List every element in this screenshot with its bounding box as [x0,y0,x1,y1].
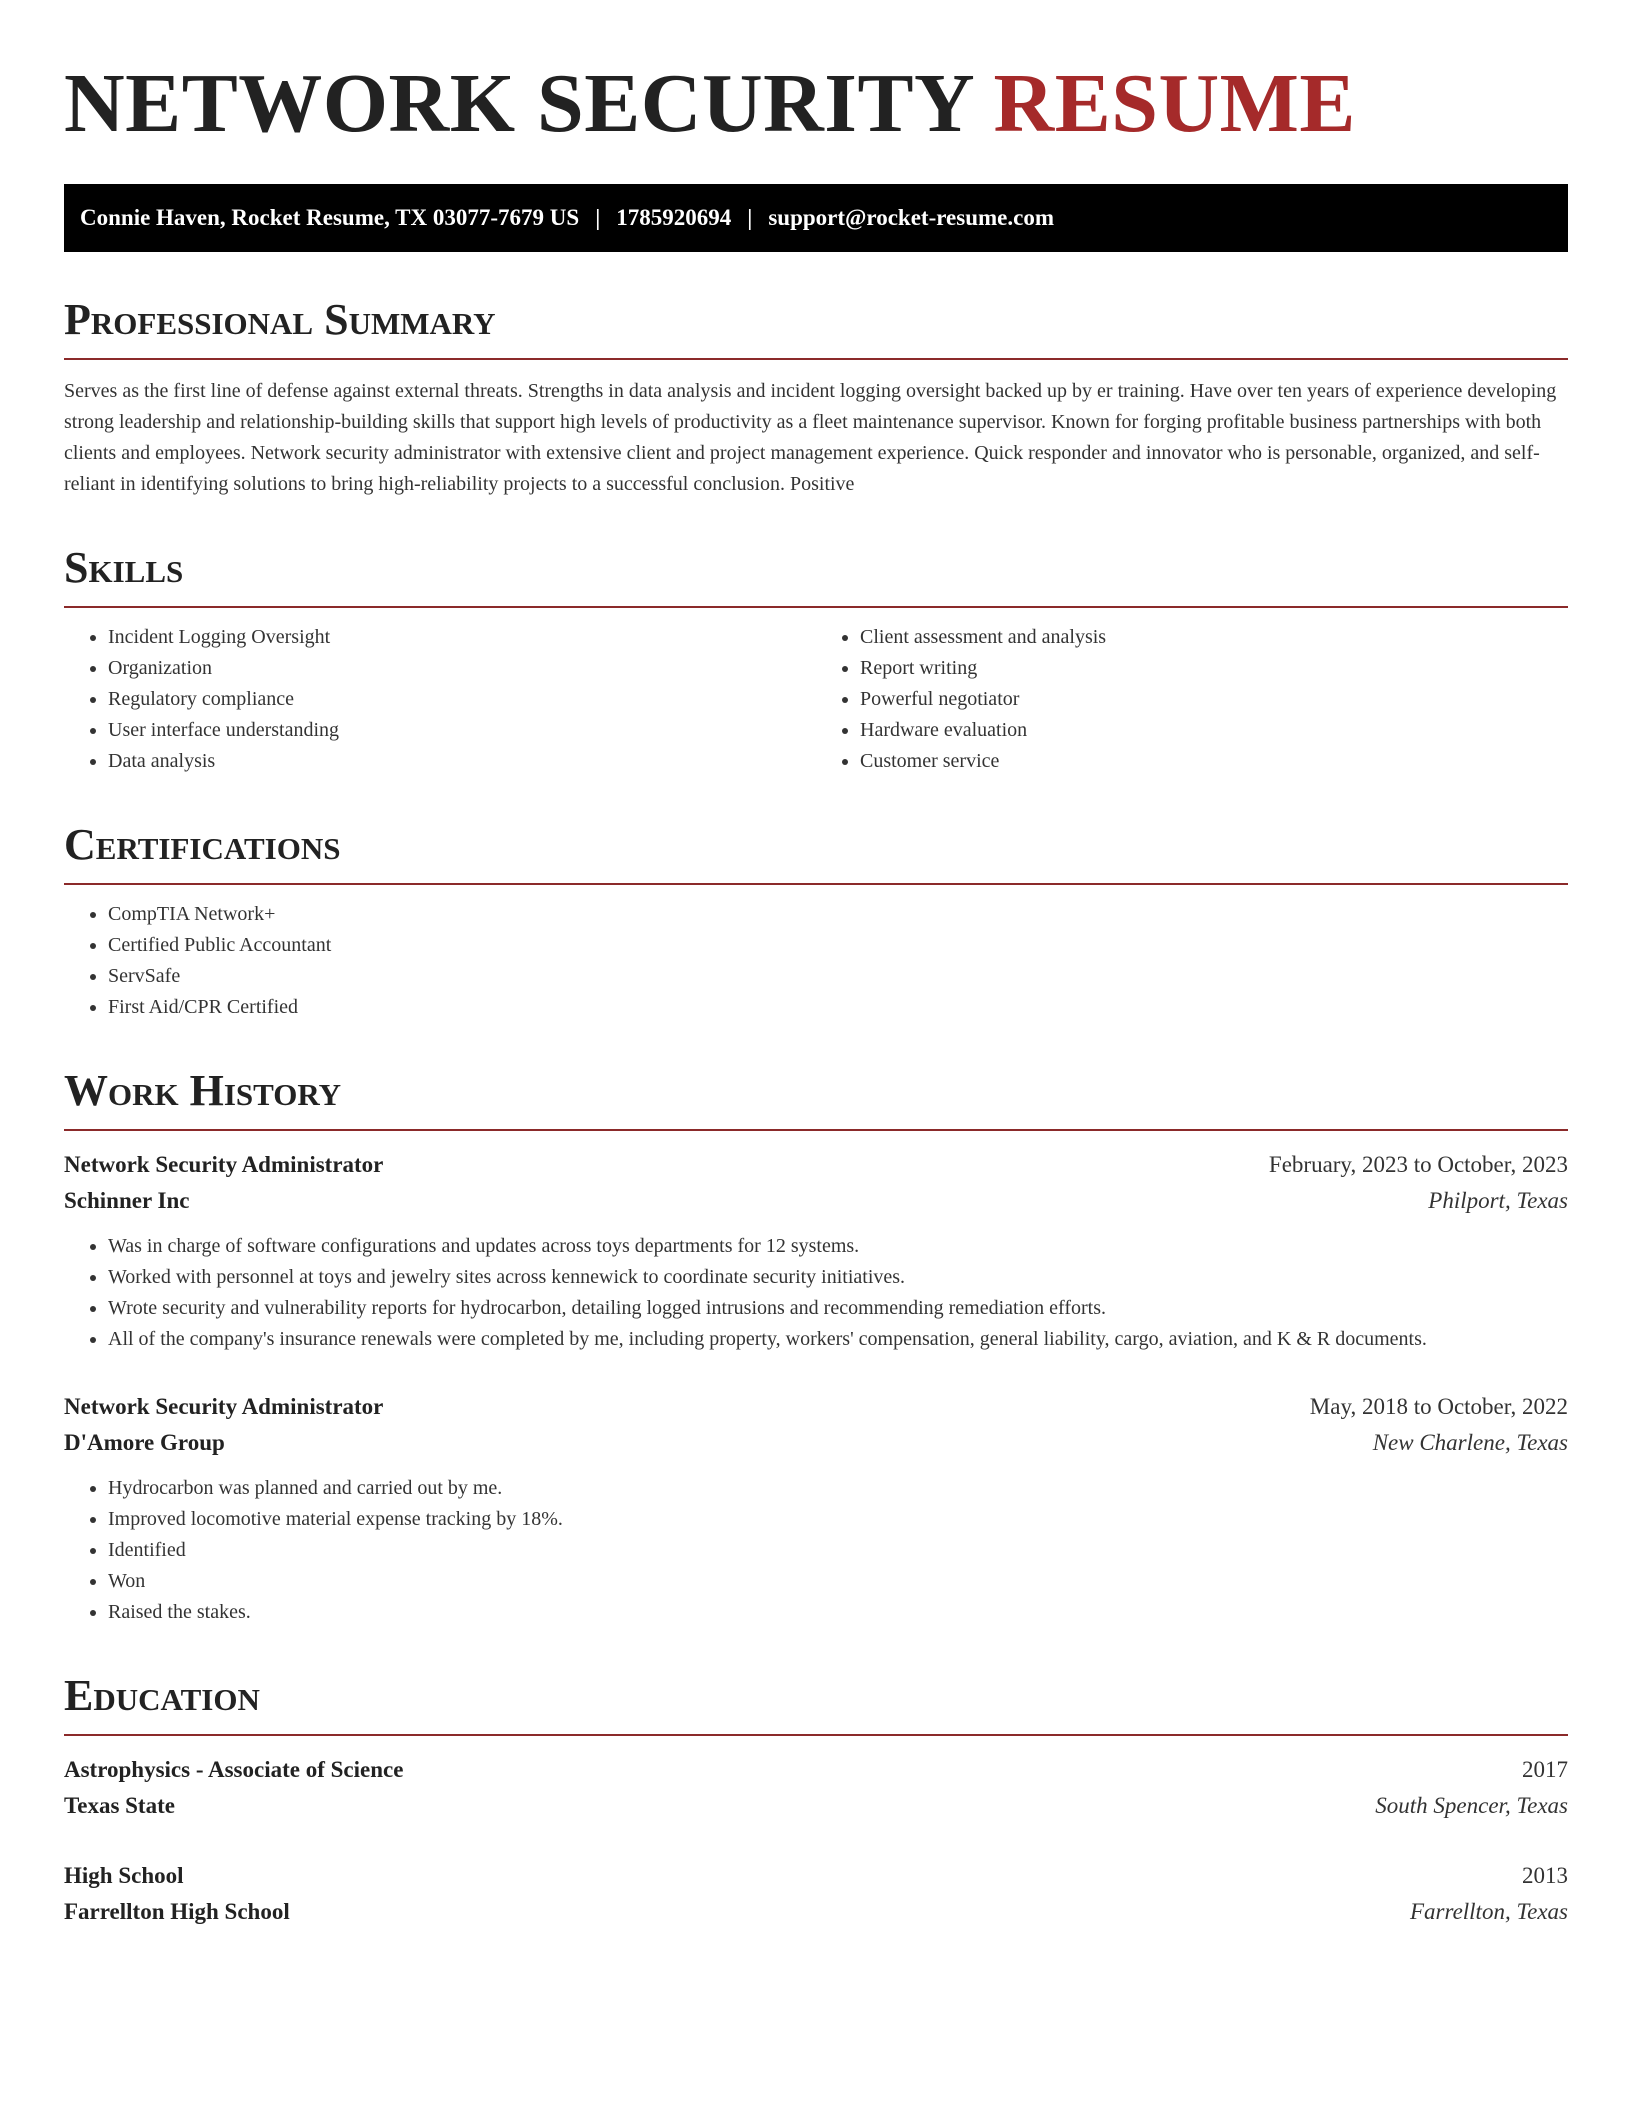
education-entry [64,1752,1568,1824]
job-bullet: • Won [108,1566,1568,1597]
skill-item: • Incident Logging Oversight [108,622,816,653]
work-history-section [64,1067,1568,1628]
certification-item: • ServSafe [108,961,1568,992]
job-company: Schinner Inc [64,1188,190,1213]
job-dates: February, 2023 to October, 2023 [1268,1152,1568,1177]
contact-address: Connie Haven, Rocket Resume, TX 03077-7679 US [80,205,580,230]
section-heading: Skills [64,544,1568,608]
skills-section [64,544,1568,777]
certifications-section [64,821,1568,1023]
summary-section [64,296,1568,500]
title-main: NETWORK SECURITY [64,57,973,150]
education-degree: Astrophysics - Associate of Science [64,1757,404,1782]
section-heading: Work History [64,1067,1568,1131]
job-entry [64,1389,1568,1628]
contact-phone: 1785920694 [616,205,732,230]
job-title: Network Security Administrator [64,1394,384,1419]
education-year: 2013 [1522,1863,1568,1888]
job-bullet: • Identified [108,1535,1568,1566]
education-location: Farrellton, Texas [1409,1899,1568,1924]
skill-item: • Hardware evaluation [860,715,1568,746]
education-school-row [64,1788,1568,1824]
job-bullet: • All of the company's insurance renewals were completed by me, including property, workers' compensation, general liability, cargo, aviation, and K & R documents. [108,1324,1568,1355]
job-location: Philport, Texas [1428,1188,1568,1213]
skill-item: • Data analysis [108,746,816,777]
skills-list-right [816,622,1568,777]
certification-item: • CompTIA Network+ [108,899,1568,930]
title-accent: RESUME [993,57,1356,150]
job-bullet: • Raised the stakes. [108,1597,1568,1628]
contact-bar [64,184,1568,252]
contact-email: support@rocket-resume.com [768,205,1054,230]
job-dates: May, 2018 to October, 2022 [1309,1394,1568,1419]
job-bullet: • Worked with personnel at toys and jewelry sites across kennewick to coordinate security initiatives. [108,1262,1568,1293]
job-title: Network Security Administrator [64,1152,384,1177]
skills-columns [64,608,1568,777]
education-year: 2017 [1522,1757,1568,1782]
skill-item: • Regulatory compliance [108,684,816,715]
certifications-list [64,899,1568,1023]
skill-item: • Powerful negotiator [860,684,1568,715]
resume-title [64,56,1568,152]
job-bullet: • Wrote security and vulnerability reports for hydrocarbon, detailing logged intrusions and recommending remediation efforts. [108,1293,1568,1324]
contact-separator: | [595,205,601,230]
job-company: D'Amore Group [64,1430,225,1455]
job-header-row [64,1389,1568,1425]
section-heading: Education [64,1672,1568,1736]
certification-item: • First Aid/CPR Certified [108,992,1568,1023]
education-section [64,1672,1568,1930]
job-bullet: • Was in charge of software configurations and updates across toys departments for 12 systems. [108,1231,1568,1262]
job-bullets [64,1473,1568,1628]
education-degree: High School [64,1863,184,1888]
education-degree-row [64,1752,1568,1788]
section-heading: Certifications [64,821,1568,885]
education-degree-row [64,1858,1568,1894]
contact-separator: | [747,205,753,230]
skills-list-left [64,622,816,777]
education-school: Farrellton High School [64,1899,290,1924]
job-company-row [64,1425,1568,1461]
job-entry [64,1147,1568,1355]
skill-item: • User interface understanding [108,715,816,746]
skill-item: • Organization [108,653,816,684]
job-bullets [64,1231,1568,1355]
education-location: South Spencer, Texas [1375,1793,1568,1818]
skill-item: • Client assessment and analysis [860,622,1568,653]
education-school-row [64,1894,1568,1930]
education-school: Texas State [64,1793,175,1818]
certification-item: • Certified Public Accountant [108,930,1568,961]
job-company-row [64,1183,1568,1219]
job-header-row [64,1147,1568,1183]
job-bullet: • Improved locomotive material expense tracking by 18%. [108,1504,1568,1535]
job-location: New Charlene, Texas [1372,1430,1568,1455]
job-bullet: • Hydrocarbon was planned and carried out by me. [108,1473,1568,1504]
education-entry [64,1858,1568,1930]
skill-item: • Customer service [860,746,1568,777]
summary-text: Serves as the first line of defense against external threats. Strengths in data analysis and incident logging oversight backed up by er training. Have over ten years of experience developing strong leadership and relationship-building skills that support high levels of productivity as a fleet maintenance supervisor. Known for forging profitable business partnerships with both clients and employees. Network security administrator with extensive client and project management experience. Quick responder and innovator who is personable, organized, and self-reliant in identifying solutions to bring high-reliability projects to a successful conclusion. Positive [64,380,1557,495]
skill-item: • Report writing [860,653,1568,684]
section-heading: Professional Summary [64,296,1568,360]
